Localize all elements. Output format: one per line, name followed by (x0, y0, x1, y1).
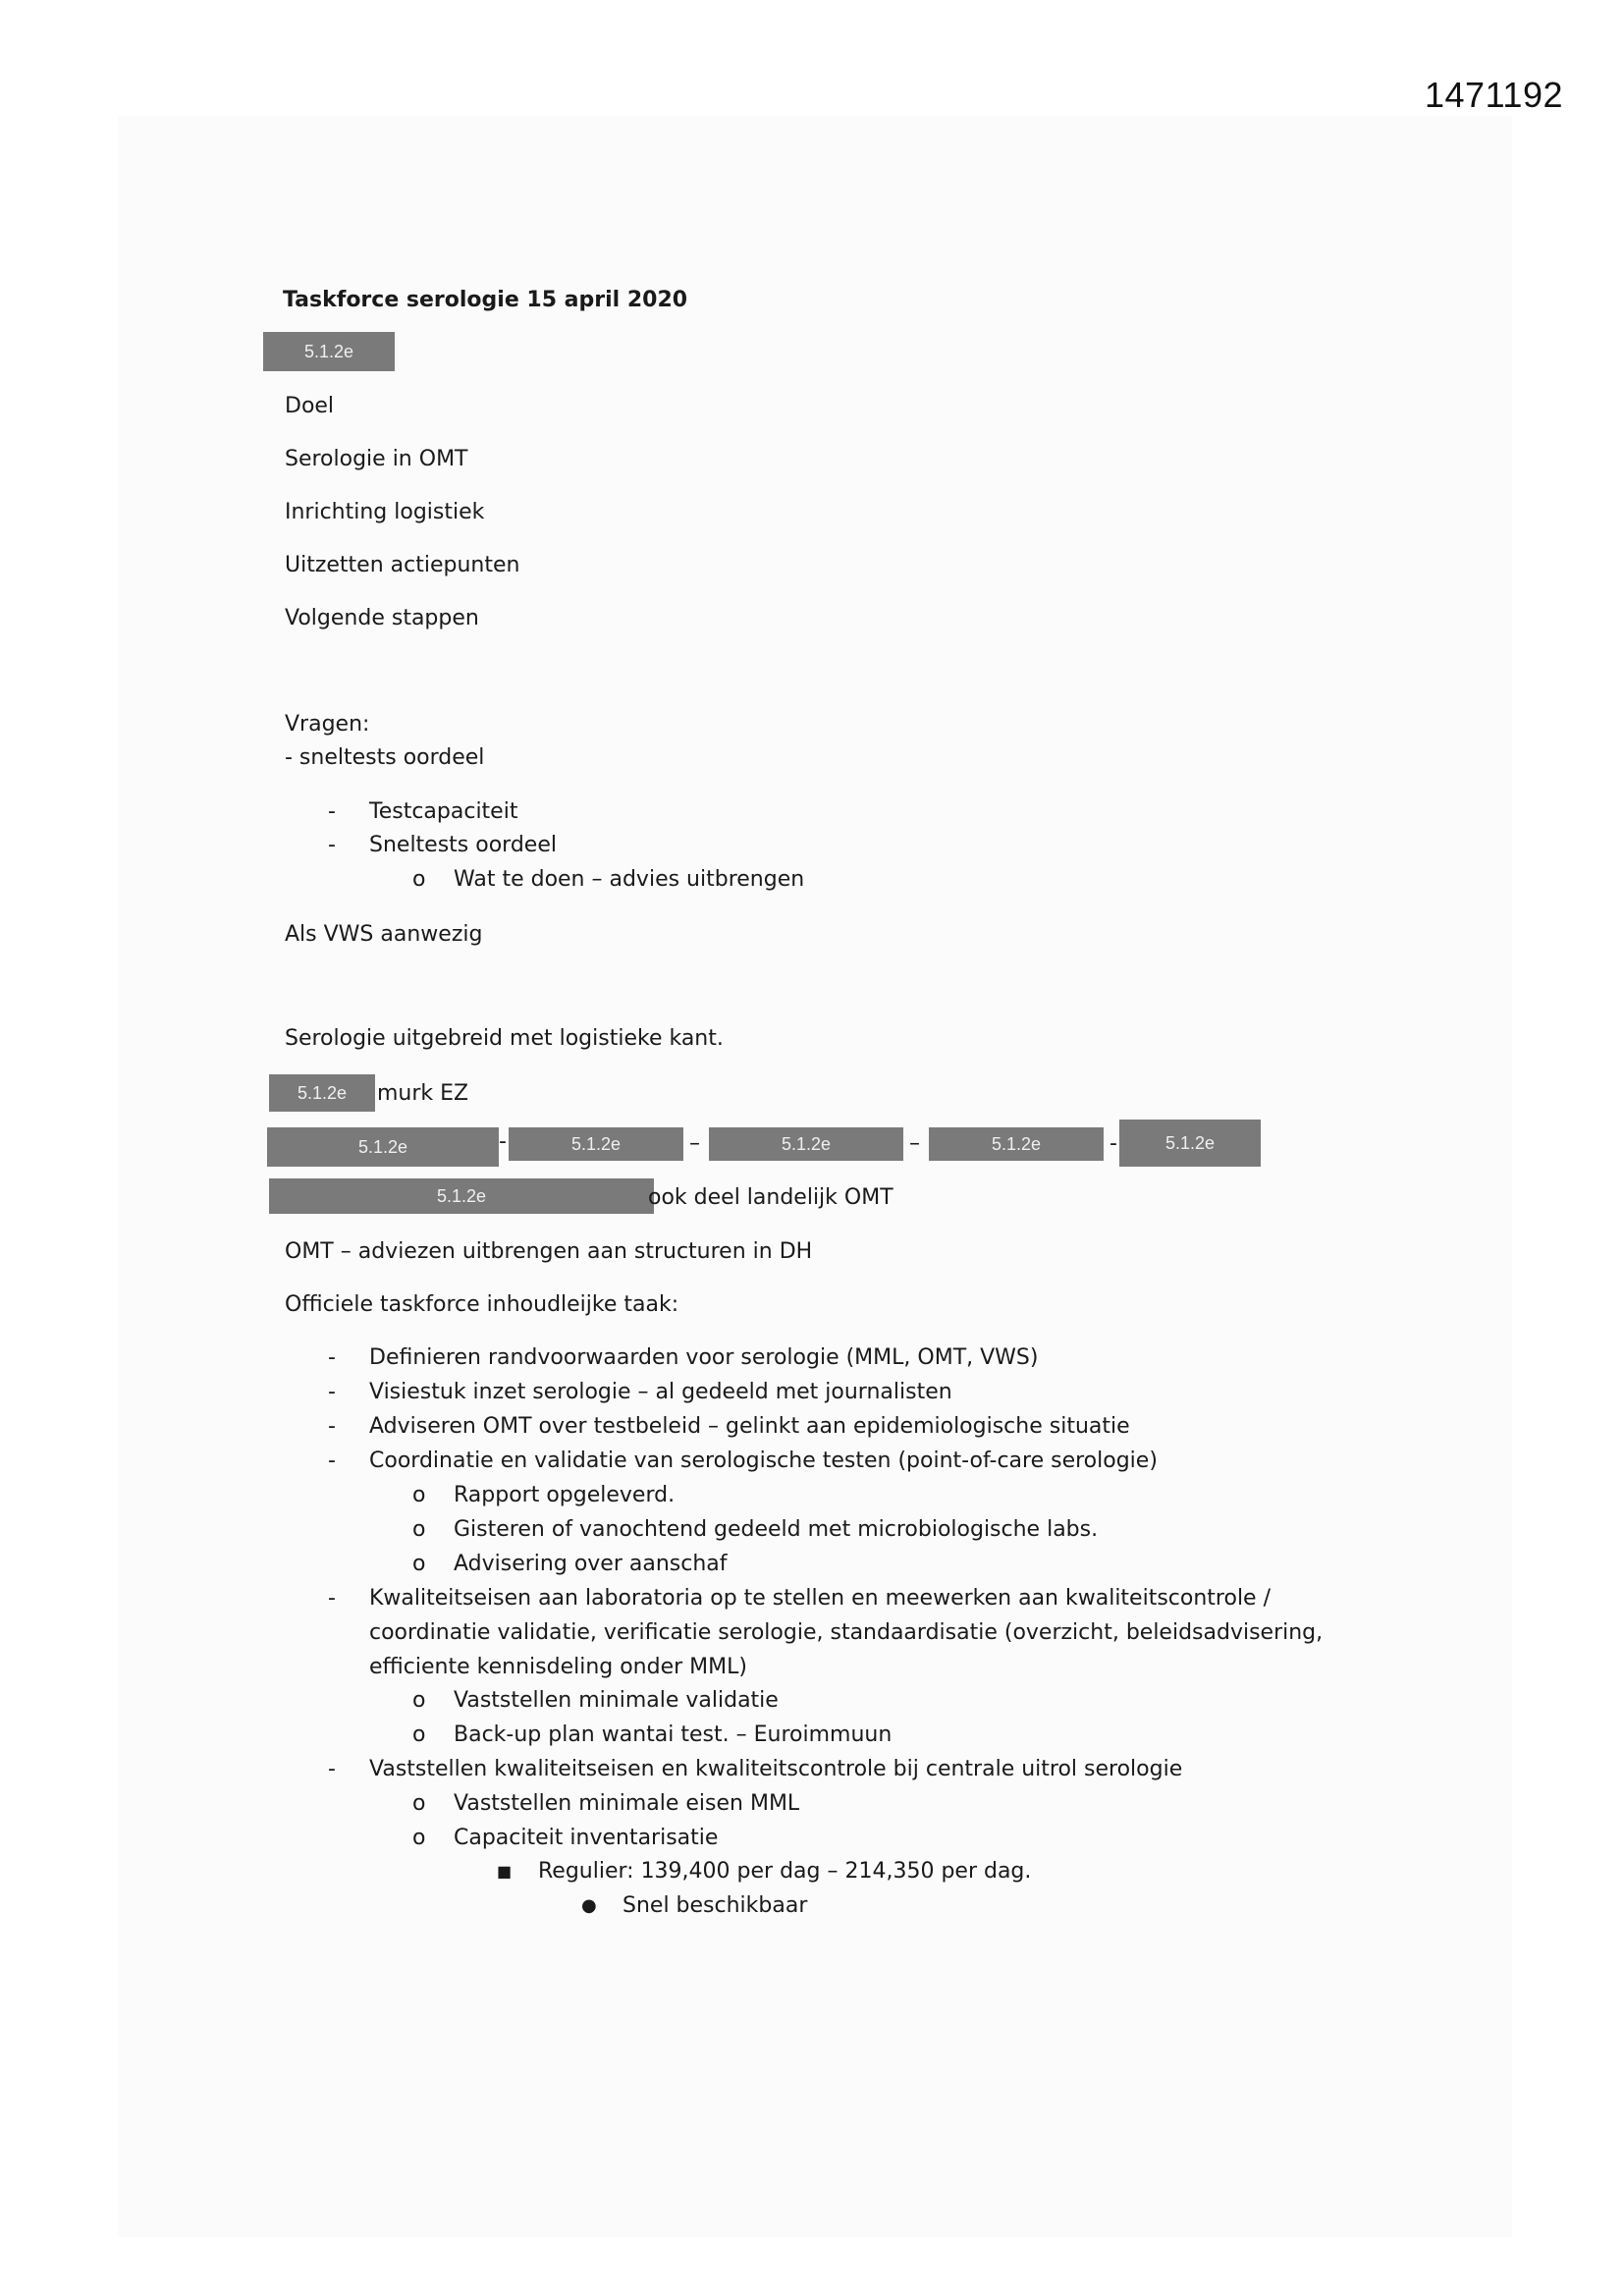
taak-item: Coordinatie en validatie van serologische testen (point-of-care serologie) (369, 1449, 1158, 1473)
regulier-item: Regulier: 139,400 per dag – 214,350 per dag. (538, 1859, 1032, 1884)
kwaliteit-subitem: Vaststellen minimale validatie (454, 1688, 779, 1713)
circle-bullet: o (412, 1517, 426, 1542)
redaction-box: 5.1.2e (263, 332, 395, 371)
redaction-box: 5.1.2e (509, 1127, 683, 1161)
dash-separator: - (499, 1129, 507, 1154)
dash-bullet: - (328, 833, 336, 857)
agenda-item: Serologie in OMT (285, 447, 468, 471)
taak-item: Visiestuk inzet serologie – al gedeeld met journalisten (369, 1380, 952, 1404)
dot-bullet: ● (581, 1895, 597, 1916)
taak-heading: Officiele taskforce inhoudleijke taak: (285, 1292, 679, 1317)
dash-separator: - (1110, 1131, 1117, 1156)
dash-bullet: - (328, 1345, 336, 1370)
agenda-item: Uitzetten actiepunten (285, 553, 520, 577)
redaction-box: 5.1.2e (269, 1074, 375, 1112)
redaction-box: 5.1.2e (1119, 1120, 1261, 1167)
vragen-item: Testcapaciteit (369, 799, 518, 824)
vaststellen-item: Vaststellen kwaliteitseisen en kwaliteitscontrole bij centrale uitrol serologie (369, 1757, 1183, 1781)
agenda-item: Volgende stappen (285, 606, 479, 630)
taak-item: Adviseren OMT over testbeleid – gelinkt aan epidemiologische situatie (369, 1414, 1130, 1439)
dash-bullet: - (328, 1414, 336, 1439)
circle-bullet: o (412, 1826, 426, 1850)
snel-item: Snel beschikbaar (623, 1893, 808, 1918)
circle-bullet: o (412, 1552, 426, 1576)
vaststellen-subitem: Capaciteit inventarisatie (454, 1826, 719, 1850)
vragen-heading: Vragen: (285, 712, 370, 737)
omt-line: OMT – adviezen uitbrengen aan structuren in DH (285, 1239, 813, 1264)
redaction-box: 5.1.2e (709, 1127, 903, 1161)
dash-separator: – (689, 1131, 700, 1156)
dash-bullet: - (328, 1449, 336, 1473)
taak-item: Definieren randvoorwaarden voor serologie (MML, OMT, VWS) (369, 1345, 1039, 1370)
vragen-subitem: Wat te doen – advies uitbrengen (454, 867, 805, 892)
taak-subitem: Advisering over aanschaf (454, 1552, 728, 1576)
serologie-line: Serologie uitgebreid met logistieke kant. (285, 1026, 724, 1051)
dash-separator: – (909, 1131, 920, 1156)
document-id: 1471192 (1425, 75, 1563, 115)
kwaliteit-line: Kwaliteitseisen aan laboratoria op te stellen en meewerken aan kwaliteitscontrole / (369, 1586, 1271, 1611)
dash-bullet: - (328, 1757, 336, 1781)
circle-bullet: o (412, 867, 426, 892)
document-title: Taskforce serologie 15 april 2020 (283, 288, 688, 312)
square-bullet: ■ (497, 1862, 513, 1881)
circle-bullet: o (412, 1688, 426, 1713)
dash-bullet: - (328, 1380, 336, 1404)
vaststellen-subitem: Vaststellen minimale eisen MML (454, 1791, 800, 1816)
kwaliteit-subitem: Back-up plan wantai test. – Euroimmuun (454, 1722, 893, 1747)
circle-bullet: o (412, 1722, 426, 1747)
taak-subitem: Rapport opgeleverd. (454, 1483, 676, 1507)
dash-bullet: - (328, 799, 336, 824)
kwaliteit-line: efficiente kennisdeling onder MML) (369, 1655, 747, 1679)
scanned-page (118, 116, 1512, 2237)
vws-line: Als VWS aanwezig (285, 922, 483, 947)
vragen-line: - sneltests oordeel (285, 745, 485, 770)
redaction-box: 5.1.2e (267, 1127, 499, 1167)
dash-bullet: - (328, 1586, 336, 1611)
redaction-box: 5.1.2e (929, 1127, 1104, 1161)
agenda-item: Doel (285, 394, 335, 418)
taak-subitem: Gisteren of vanochtend gedeeld met microbiologische labs. (454, 1517, 1099, 1542)
circle-bullet: o (412, 1791, 426, 1816)
omt-text: ook deel landelijk OMT (648, 1185, 893, 1210)
ez-text: murk EZ (377, 1081, 469, 1106)
redaction-box: 5.1.2e (269, 1178, 654, 1214)
circle-bullet: o (412, 1483, 426, 1507)
kwaliteit-line: coordinatie validatie, verificatie serologie, standaardisatie (overzicht, beleidsadvisering, (369, 1620, 1324, 1645)
agenda-item: Inrichting logistiek (285, 500, 485, 524)
vragen-item: Sneltests oordeel (369, 833, 557, 857)
